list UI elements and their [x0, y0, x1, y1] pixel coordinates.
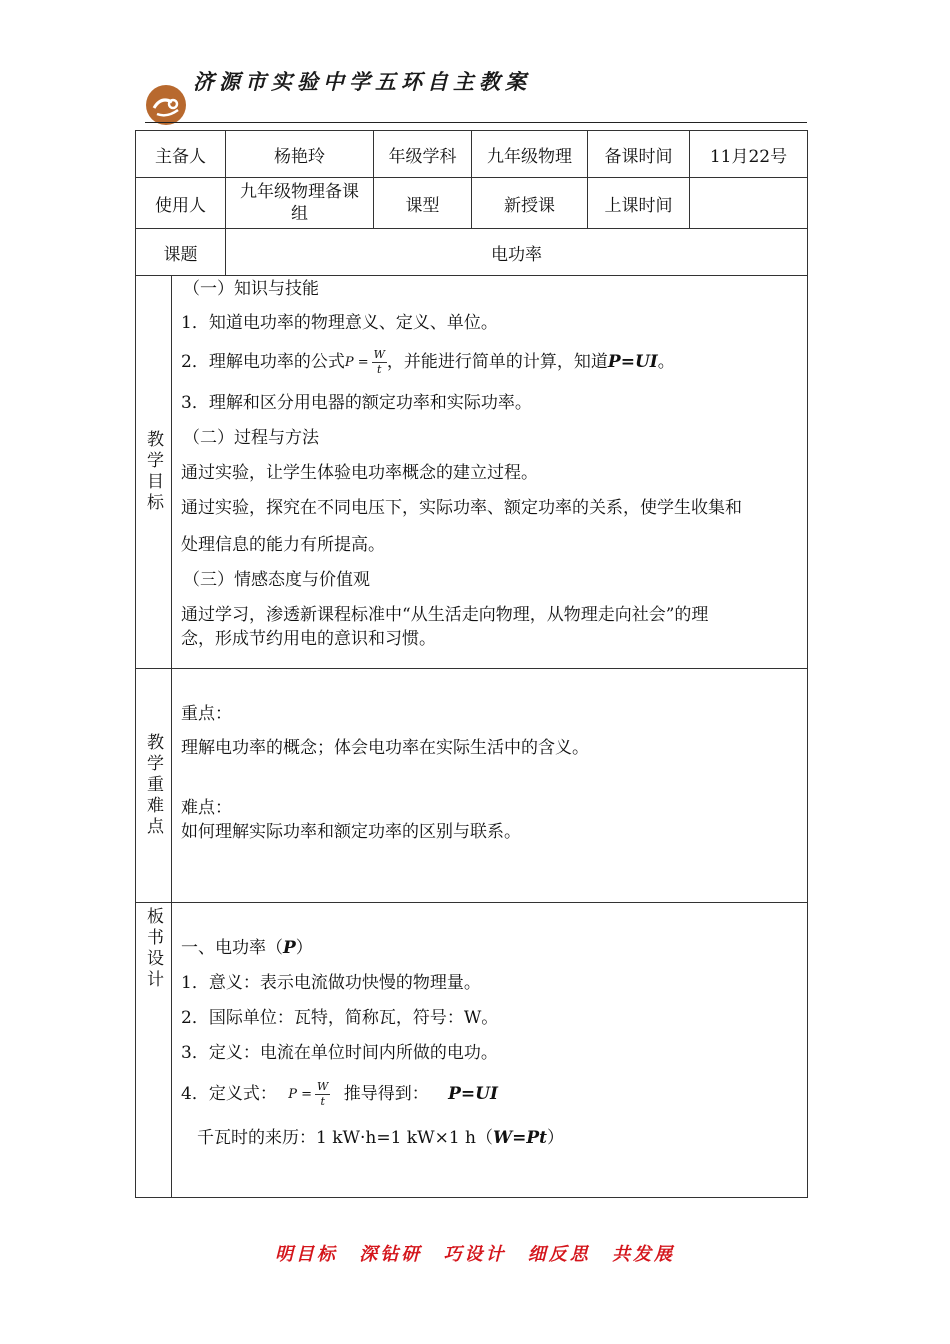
type-value: 新授课 [472, 178, 588, 229]
board-row [136, 903, 808, 1198]
topic-label: 课题 [136, 229, 226, 276]
keypoints-hard-title: 难点： [181, 798, 232, 818]
keypoints-label-cell [136, 669, 172, 903]
footer-item: 细反思 [527, 1244, 591, 1265]
board-title-post: ） [295, 938, 313, 958]
keypoints-key-text: 理解电功率的概念；体会电功率在实际生活中的含义。 [181, 738, 589, 758]
objectives-s1-l1: 1．知道电功率的物理意义、定义、单位。 [181, 313, 498, 333]
footer-item: 明目标 [274, 1244, 338, 1265]
grade-value: 九年级物理 [472, 131, 588, 178]
board-formula-den: t [320, 1094, 325, 1108]
board-content [172, 903, 808, 1198]
board-l1: 1．意义：表示电流做功快慢的物理量。 [181, 973, 481, 993]
board-l5-post: ） [546, 1127, 564, 1148]
objectives-content [172, 276, 808, 669]
objectives-s3-title: （三）情感态度与价值观 [183, 569, 370, 590]
prep-time-label: 备课时间 [588, 131, 690, 178]
objectives-s1-l2-pre: 2．理解电功率的公式 [181, 352, 345, 372]
topic-row [136, 229, 808, 276]
board-l4-eq: P=UI [448, 1084, 498, 1104]
lead-label: 主备人 [136, 131, 226, 178]
objectives-label-cell [136, 276, 172, 669]
objectives-s3-l1b: 念，形成节约用电的意识和习惯。 [181, 628, 436, 649]
user-label: 使用人 [136, 178, 226, 229]
type-label: 课型 [374, 178, 472, 229]
objectives-s2-l1: 通过实验，让学生体验电功率概念的建立过程。 [181, 462, 538, 483]
objectives-s1-l3: 3．理解和区分用电器的额定功率和实际功率。 [181, 392, 532, 413]
board-l5-pre: 千瓦时的来历：1 kW·h=1 kW×1 h（ [197, 1127, 493, 1148]
class-time-value [690, 178, 808, 229]
board-formula-p: P = [288, 1086, 313, 1102]
objectives-s2-l2b: 处理信息的能力有所提高。 [181, 534, 385, 555]
header-rule [145, 122, 807, 123]
board-l4-pre: 4．定义式： [181, 1084, 277, 1104]
formula-den: t [377, 362, 382, 376]
formula-fraction [372, 348, 387, 377]
board-formula [288, 1079, 330, 1111]
footer-item: 共发展 [612, 1244, 676, 1265]
keypoints-content [172, 669, 808, 903]
formula-num: W [373, 347, 385, 361]
keypoints-label: 教学重难点 [143, 733, 163, 838]
formula-p: P = [344, 354, 369, 370]
topic-value: 电功率 [226, 229, 808, 276]
footer-slogan [0, 1240, 950, 1266]
class-time-label: 上课时间 [588, 178, 690, 229]
keypoints-row [136, 669, 808, 903]
user-value-text: 九年级物理备课组 [240, 182, 359, 224]
board-title [181, 937, 799, 959]
objectives-s1-title: （一）知识与技能 [183, 279, 319, 299]
board-l5-eq: W=Pt [493, 1127, 547, 1148]
objectives-label: 教学目标 [143, 430, 163, 514]
objectives-s1-l2-end: 。 [657, 352, 675, 372]
meta-row-1 [136, 131, 808, 178]
objectives-s1-l2 [181, 346, 799, 379]
footer-item: 深钻研 [359, 1244, 423, 1265]
grade-label: 年级学科 [374, 131, 472, 178]
board-l3: 3．定义：电流在单位时间内所做的电功。 [181, 1043, 498, 1063]
objectives-s1-l2-post: ，并能进行简单的计算，知道 [386, 352, 608, 372]
board-label: 板书设计 [143, 907, 163, 991]
school-logo-icon [145, 84, 187, 126]
board-label-cell [136, 903, 172, 1198]
board-l4 [181, 1078, 799, 1111]
page-header [145, 62, 810, 127]
board-l5 [197, 1127, 799, 1149]
keypoints-hard-text: 如何理解实际功率和额定功率的区别与联系。 [181, 822, 521, 842]
objectives-s2-title: （二）过程与方法 [183, 427, 319, 448]
lead-value: 杨艳玲 [226, 131, 374, 178]
board-title-pre: 一、电功率（ [181, 938, 283, 958]
objectives-s2-l2a: 通过实验，探究在不同电压下，实际功率、额定功率的关系，使学生收集和 [181, 497, 742, 518]
lesson-plan-table [135, 130, 808, 1198]
board-formula-num: W [317, 1079, 329, 1093]
objectives-s3-l1a: 通过学习，渗透新课程标准中“从生活走向物理，从物理走向社会”的理 [181, 604, 709, 625]
school-title: 济源市实验中学五环自主教案 [193, 69, 531, 94]
board-title-sym: P [283, 938, 296, 958]
footer-item: 巧设计 [443, 1244, 507, 1265]
user-value [226, 178, 374, 229]
board-formula-fraction [315, 1080, 330, 1109]
board-l4-mid: 推导得到： [343, 1084, 429, 1104]
meta-row-2 [136, 178, 808, 229]
prep-time-value: 11月22号 [690, 131, 808, 178]
keypoints-key-title: 重点： [181, 704, 232, 724]
power-formula [345, 347, 387, 379]
objectives-row [136, 276, 808, 669]
board-l2: 2．国际单位：瓦特，简称瓦，符号：W。 [181, 1008, 499, 1028]
objectives-s1-l2-eq: P=UI [607, 352, 658, 372]
